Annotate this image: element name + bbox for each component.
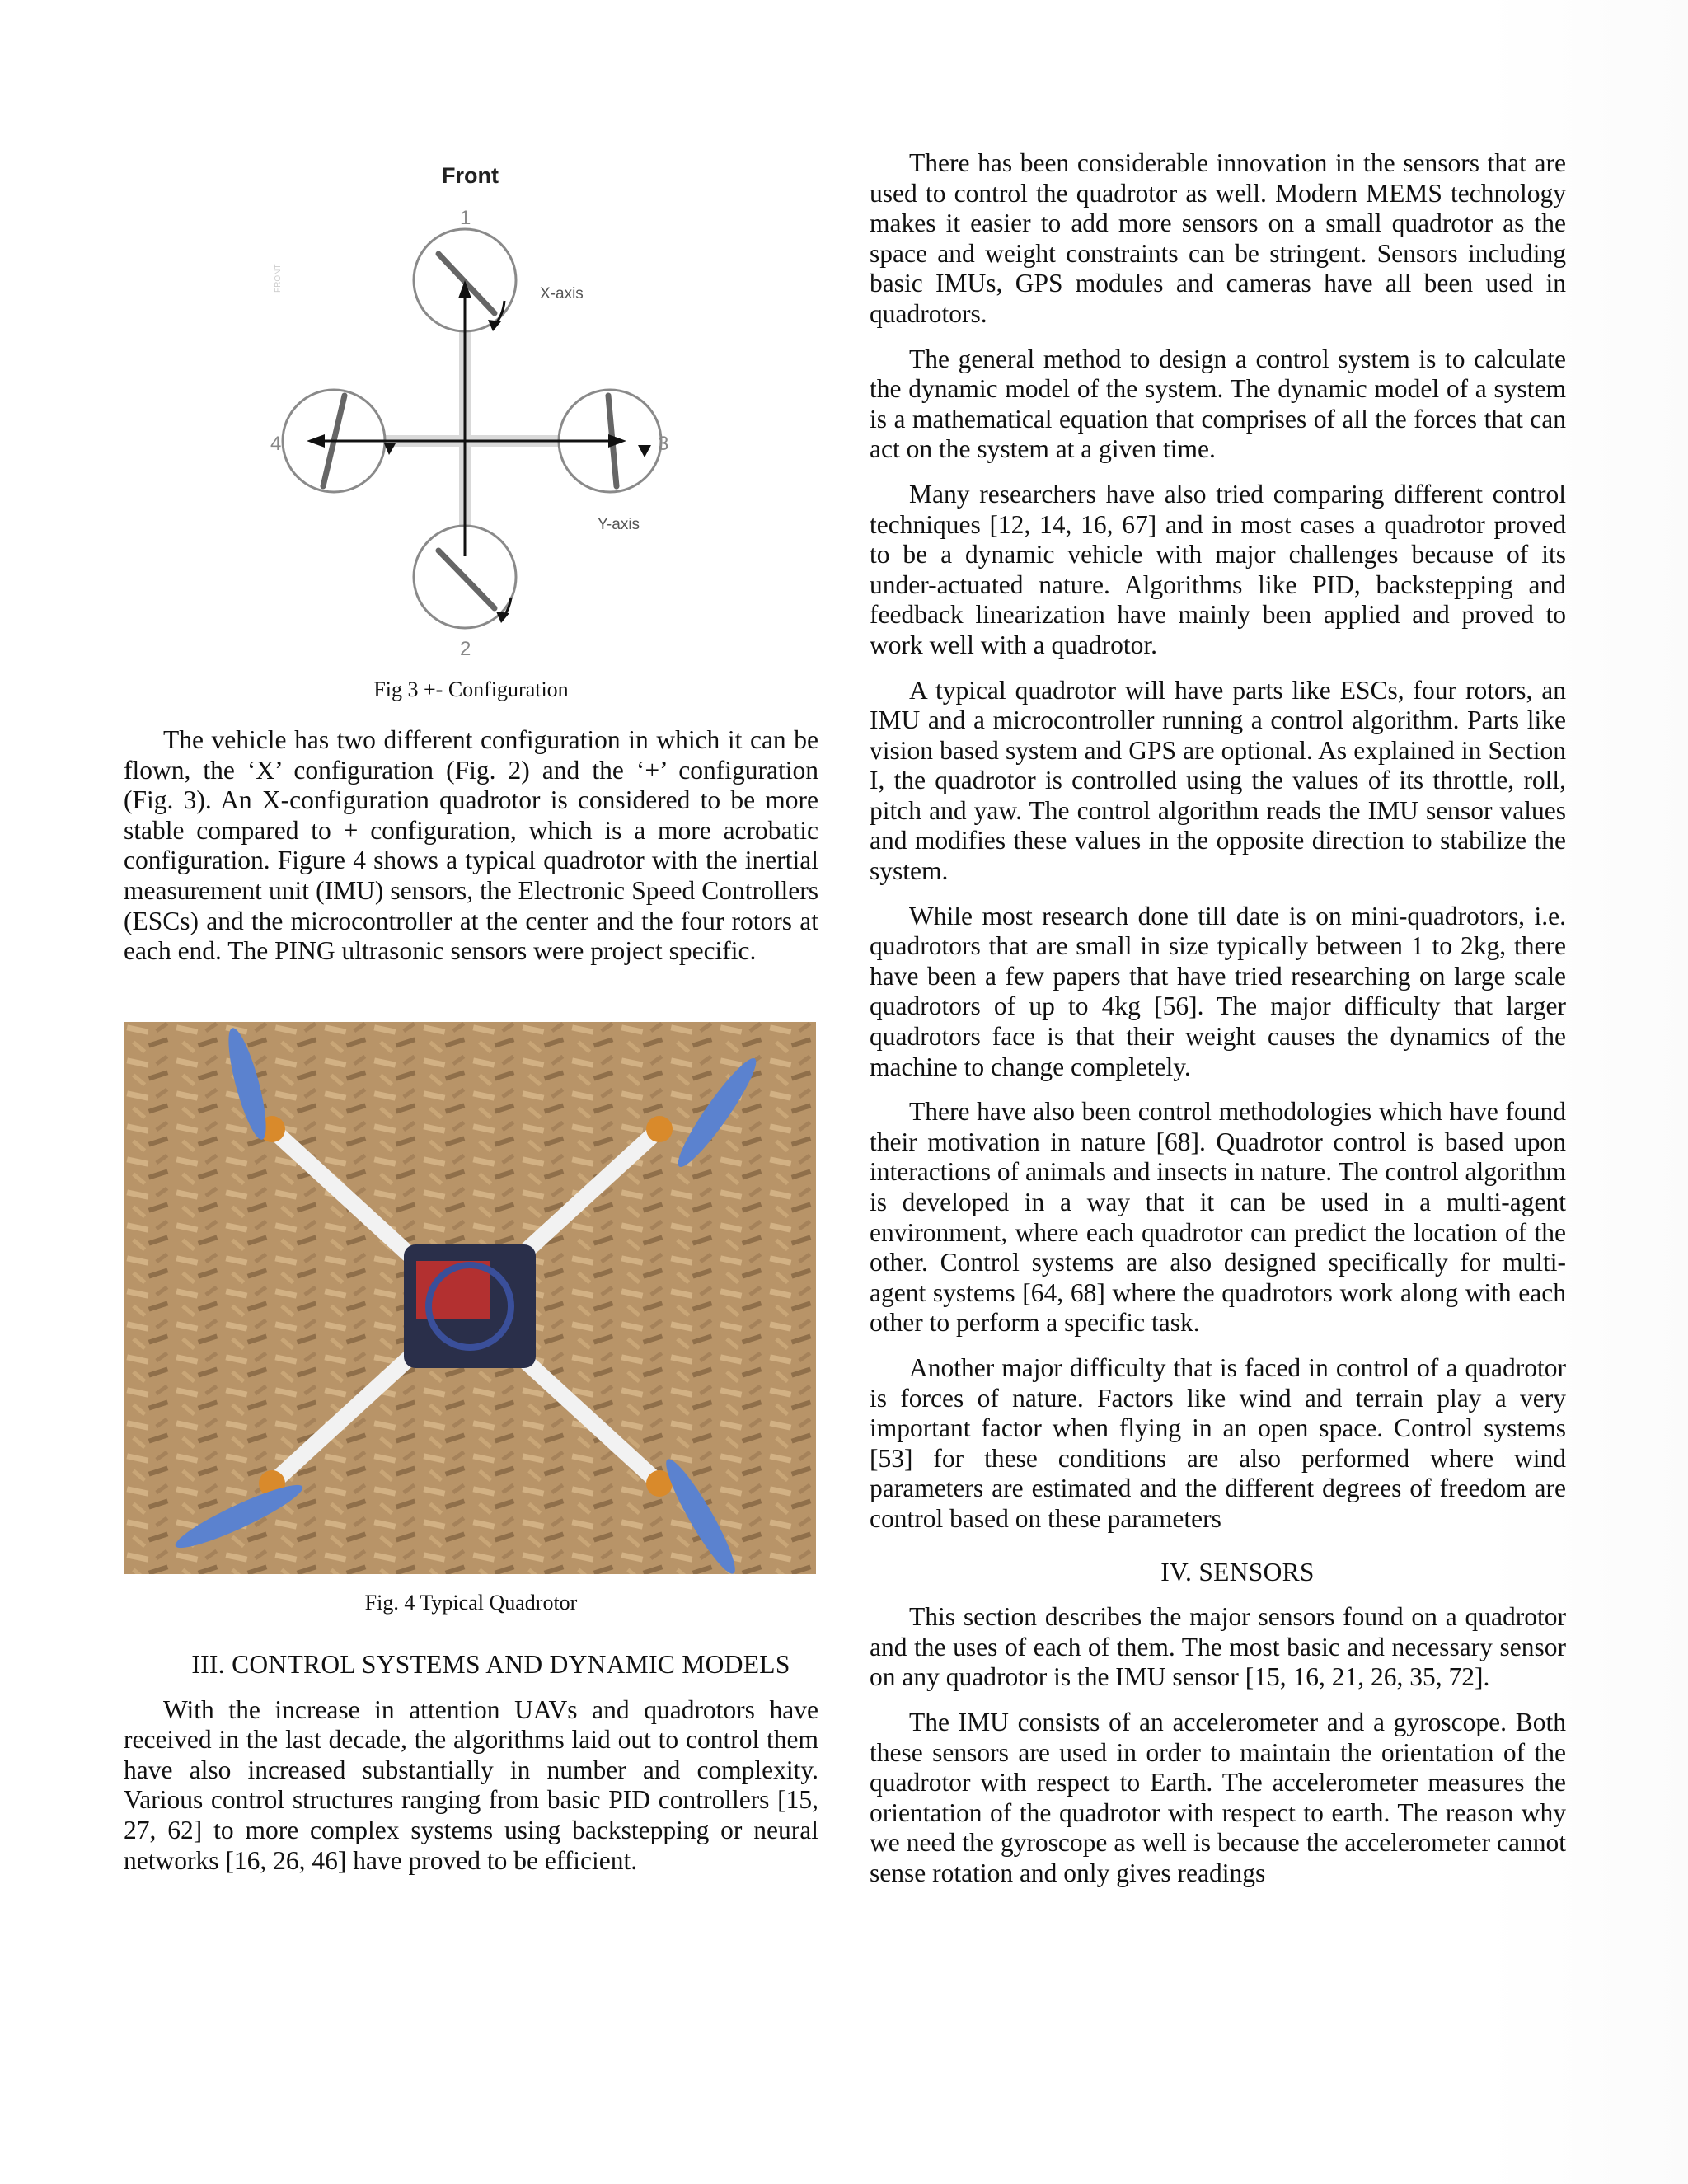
right-paragraph-7: Another major difficulty that is faced in control of a quadrotor is forces of nature. Factors like wind and terrain play a very important factor when flying in an open space. Control systems [53] for these conditions are also performed where wind parameters are estimated and the different degrees of freedom are control based on these parameters xyxy=(870,1352,1566,1533)
motor-label-1: 1 xyxy=(460,207,471,229)
rotation-arrowhead-4 xyxy=(384,443,396,455)
right-paragraph-4: A typical quadrotor will have parts like ESCs, four rotors, an IMU and a microcontroller running a control algorithm. Parts like vision based system and GPS are optional. As explained in Section I, the quadrotor is controlled using the values of its throttle, roll, pitch and yaw. The control algorithm reads the IMU sensor values and modifies these values in the opposite direction to stabilize the system. xyxy=(870,675,1566,886)
section-3-heading: III. CONTROL SYSTEMS AND DYNAMIC MODELS xyxy=(191,1650,790,1679)
figure-3-caption: Fig 3 +- Configuration xyxy=(373,677,569,701)
right-paragraph-5: While most research done till date is on mini-quadrotors, i.e. quadrotors that are small in size typically between 1 to 2kg, there have been a few papers that have tried researching on large scale quadrotors of up to 4kg [56]. The major difficulty that larger quadrotors face is that their weight causes the dynamics of the machine to change completely. xyxy=(870,901,1566,1081)
motor-label-3: 3 xyxy=(658,433,669,455)
figure-4-caption: Fig. 4 Typical Quadrotor xyxy=(364,1591,578,1615)
figure-3-diagram xyxy=(264,157,701,668)
motor-label-4: 4 xyxy=(270,433,282,455)
right-paragraph-3: Many researchers have also tried comparing different control techniques [12, 14, 16, 67] and in most cases a quadrotor proved to be a dynamic vehicle with major challenges because of its under-actuated nature. Algorithms like PID, backstepping and feedback linearization have mainly been applied and proved to work well with a quadrotor. xyxy=(870,479,1566,659)
left-column-section-3 xyxy=(124,1650,818,1891)
motor-label-2: 2 xyxy=(460,638,471,660)
right-paragraph-6: There have also been control methodologies which have found their motivation in nature [68]. Quadrotor control is based upon interactions of animals and insects in nature. The control algorithm is developed in a way that it can be used in a multi-agent environment, where each quadrotor can predict the location of the other. Control systems are also designed specifically for multi-agent systems [64, 68] where the quadrotors work along with each other to perform a specific task. xyxy=(870,1097,1566,1338)
rotation-arrowhead-2 xyxy=(496,612,509,623)
plus-configuration-diagram xyxy=(264,157,701,668)
quadrotor-photo-illustration xyxy=(124,1022,816,1574)
configuration-paragraph: The vehicle has two different configuration in which it can be flown, the ‘X’ configuration (Fig. 2) and the ‘+’ configuration (Fig. 3). An X-configuration quadrotor is considered to be more stable compared to + configuration, which is a more acrobatic configuration. Figure 4 shows a typical quadrotor with the inertial measurement unit (IMU) sensors, the Electronic Speed Controllers (ESCs) and the microcontroller at the center and the four rotors at each end. The PING ultrasonic sensors were project specific. xyxy=(124,725,818,966)
motor-top-right xyxy=(646,1116,673,1142)
y-axis-label: Y-axis xyxy=(598,516,640,533)
right-paragraph-1: There has been considerable innovation in the sensors that are used to control the quadrotor as well. Modern MEMS technology makes it easier to add more sensors on a small quadrotor as the space and weight constraints can be stringent. Sensors including basic IMUs, GPS modules and cameras have all been used in quadrotors. xyxy=(870,148,1566,328)
sensors-paragraph-2: The IMU consists of an accelerometer and a gyroscope. Both these sensors are used in order to maintain the orientation of the quadrotor with respect to Earth. The accelerometer measures the orientation of the quadrotor with respect to earth. The reason why we need the gyroscope as well is because the accelerometer cannot sense rotation and only gives readings xyxy=(870,1707,1566,1887)
right-column xyxy=(870,148,1566,1903)
figure-4-photo xyxy=(124,1022,816,1574)
right-paragraph-2: The general method to design a control system is to calculate the dynamic model of the system. The dynamic model of a system is a mathematical equation that comprises of all the forces that can act on the system at a given time. xyxy=(870,344,1566,464)
sensors-paragraph-1: This section describes the major sensors found on a quadrotor and the uses of each of them. The most basic and necessary sensor on any quadrotor is the IMU sensor [15, 16, 21, 26, 35, 72]. xyxy=(870,1602,1566,1692)
front-side-label: FRONT xyxy=(274,264,283,293)
x-axis-label: X-axis xyxy=(540,285,584,302)
front-label: Front xyxy=(442,163,499,188)
left-column xyxy=(124,725,818,982)
section-4-heading: IV. SENSORS xyxy=(1160,1557,1315,1586)
control-systems-paragraph: With the increase in attention UAVs and quadrotors have received in the last decade, the algorithms laid out to control them have also increased substantially in number and complexity. Various control structures ranging from basic PID controllers [15, 27, 62] to more complex systems using backstepping or neural networks [16, 26, 46] have proved to be efficient. xyxy=(124,1694,818,1875)
